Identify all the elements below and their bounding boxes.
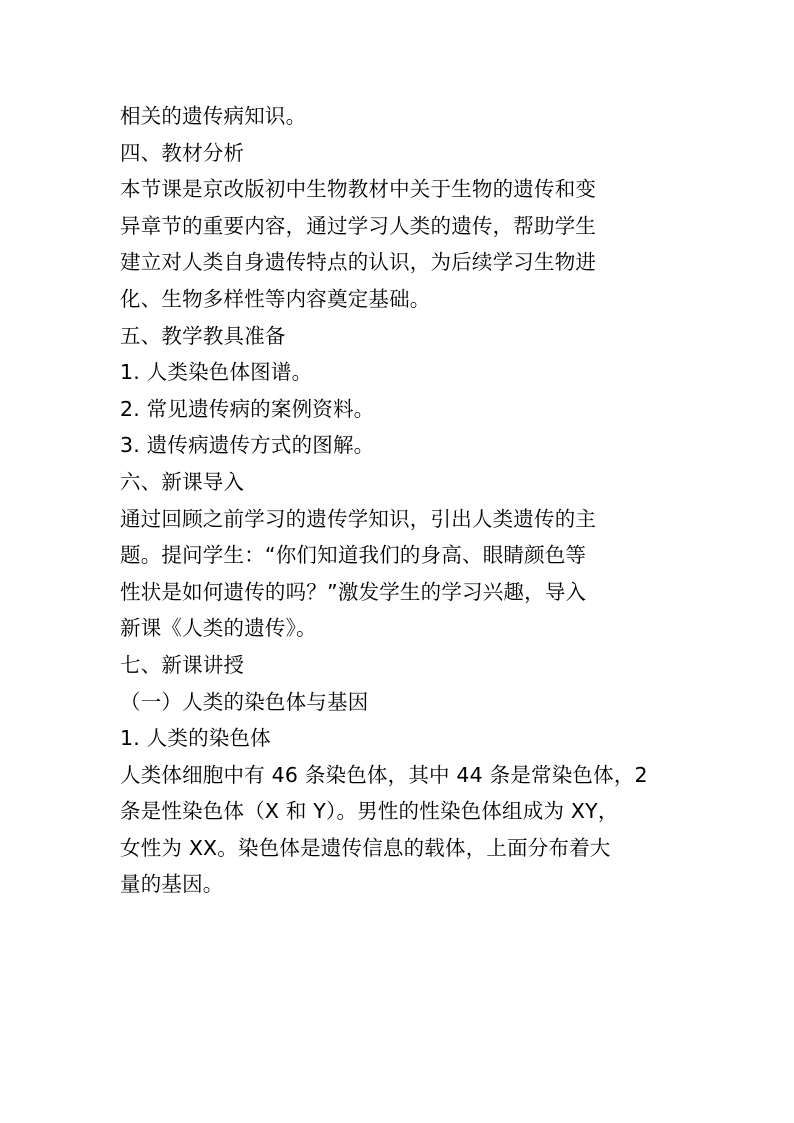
section-heading-new-lesson: 七、新课讲授 [120,652,245,677]
text-line: 建立对人类自身遗传特点的认识，为后续学习生物进 [120,250,597,275]
text-line: 本节课是京改版初中生物教材中关于生物的遗传和变 [120,177,597,202]
text-line: 条是性染色体（X 和 Y）。男性的性染色体组成为 XY， [120,799,619,824]
text-line: 题。提问学生：“你们知道我们的身高、眼睛颜色等 [120,543,587,568]
text-line: 通过回顾之前学习的遗传学知识，引出人类遗传的主 [120,506,597,531]
list-item-heading: 1. 人类的染色体 [120,726,271,751]
section-heading-teaching-aids: 五、教学教具准备 [120,323,286,348]
document-body [120,98,720,903]
list-item: 2. 常见遗传病的案例资料。 [120,396,375,421]
section-heading-introduction: 六、新课导入 [120,469,245,494]
section-heading-textbook-analysis: 四、教材分析 [120,140,245,165]
text-line: 人类体细胞中有 46 条染色体，其中 44 条是常染色体，2 [120,762,648,787]
text-line: 女性为 XX。染色体是遗传信息的载体，上面分布着大 [120,835,611,860]
list-item: 3. 遗传病遗传方式的图解。 [120,433,375,458]
subsection-heading: （一）人类的染色体与基因 [120,689,369,714]
text-line: 量的基因。 [120,872,224,897]
text-line: 相关的遗传病知识。 [120,104,307,128]
text-line: 新课《人类的遗传》。 [120,616,317,641]
text-line: 异章节的重要内容，通过学习人类的遗传，帮助学生 [120,213,597,238]
text-line: 化、生物多样性等内容奠定基础。 [120,286,431,311]
text-line: 性状是如何遗传的吗？”激发学生的学习兴趣，导入 [120,579,587,604]
list-item: 1. 人类染色体图谱。 [120,360,313,385]
